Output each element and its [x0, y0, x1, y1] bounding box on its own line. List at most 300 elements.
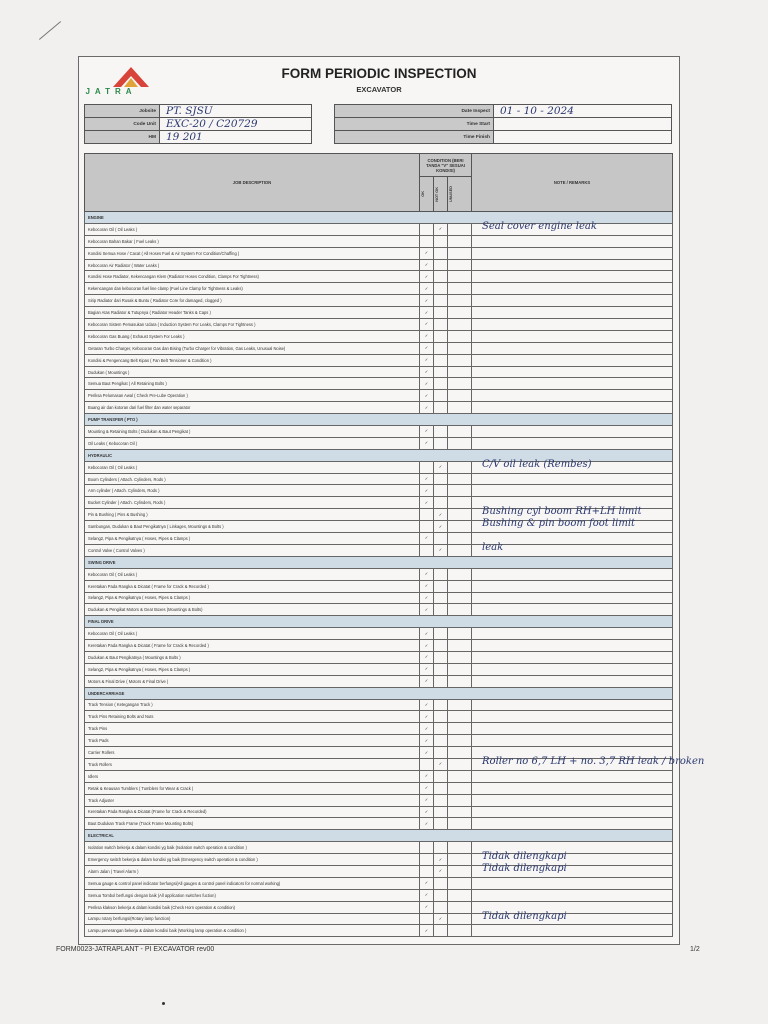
unused-checkbox[interactable] — [448, 842, 472, 854]
ok-checkbox[interactable]: ✓ — [420, 366, 434, 378]
remark-cell[interactable] — [472, 390, 673, 402]
unused-checkbox[interactable] — [448, 283, 472, 295]
remark-cell[interactable] — [472, 426, 673, 438]
ok-checkbox[interactable]: ✓ — [420, 806, 434, 818]
checklist-row — [85, 271, 673, 283]
job-description: Emergency switch bekerja & dalam kondisi yg baik (Emergency switch operation & condition ) — [85, 854, 420, 866]
job-description: Kebocoran Gas Buang ( Exhaust System For Leaks ) — [85, 330, 420, 342]
ok-checkbox[interactable]: ✓ — [420, 794, 434, 806]
unused-checkbox[interactable] — [448, 663, 472, 675]
checklist-row — [85, 842, 673, 854]
ok-checkbox[interactable] — [420, 758, 434, 770]
job-description: Track Rollers — [85, 758, 420, 770]
time-start-label: Time Start — [335, 118, 494, 131]
col-unused: UNUSED — [448, 177, 472, 212]
time-finish-label: Time Finish — [335, 131, 494, 144]
checklist-row — [85, 877, 673, 889]
unused-checkbox[interactable] — [448, 521, 472, 533]
remark-cell[interactable] — [472, 402, 673, 414]
unused-checkbox[interactable] — [448, 437, 472, 449]
unused-checkbox[interactable] — [448, 497, 472, 509]
ok-checkbox[interactable] — [420, 223, 434, 235]
checklist-row — [85, 533, 673, 545]
unused-checkbox[interactable] — [448, 747, 472, 759]
job-description: Isolation switch bekerja & dalam kondisi yg baik (Isolation switch operation & condition ) — [85, 842, 420, 854]
unused-checkbox[interactable] — [448, 865, 472, 877]
unused-checkbox[interactable] — [448, 580, 472, 592]
not-ok-checkbox[interactable]: ✓ — [434, 544, 448, 556]
ok-checkbox[interactable]: ✓ — [420, 711, 434, 723]
unused-checkbox[interactable] — [448, 640, 472, 652]
not-ok-checkbox[interactable] — [434, 806, 448, 818]
not-ok-checkbox[interactable]: ✓ — [434, 521, 448, 533]
unused-checkbox[interactable] — [448, 426, 472, 438]
job-description: Oil Leaks ( Kebocoran Oil ) — [85, 437, 420, 449]
checklist-row — [85, 283, 673, 295]
not-ok-checkbox[interactable] — [434, 580, 448, 592]
code-unit-value[interactable]: EXC-20 / C20729 — [160, 118, 312, 131]
not-ok-checkbox[interactable] — [434, 782, 448, 794]
ok-checkbox[interactable]: ✓ — [420, 747, 434, 759]
ok-checkbox[interactable]: ✓ — [420, 342, 434, 354]
job-description: Arm cylinder ( Attach. Cylinders, Rods ) — [85, 485, 420, 497]
job-description: Kebocoran Sistem Pemasukan Udara ( Induction System For Leaks, Clamps For Tightness ) — [85, 319, 420, 331]
unused-checkbox[interactable] — [448, 271, 472, 283]
checklist-row — [85, 366, 673, 378]
unused-checkbox[interactable] — [448, 307, 472, 319]
checklist-row — [85, 865, 673, 877]
checklist-row — [85, 402, 673, 414]
remark-cell[interactable] — [472, 307, 673, 319]
job-description: Mounting & Retaining Bolts ( Dudukan & Baut Pengikat ) — [85, 426, 420, 438]
not-ok-checkbox[interactable] — [434, 640, 448, 652]
remark-cell[interactable] — [472, 330, 673, 342]
not-ok-checkbox[interactable] — [434, 628, 448, 640]
unused-checkbox[interactable] — [448, 770, 472, 782]
ok-checkbox[interactable] — [420, 913, 434, 925]
not-ok-checkbox[interactable] — [434, 307, 448, 319]
ok-checkbox[interactable] — [420, 509, 434, 521]
ok-checkbox[interactable]: ✓ — [420, 877, 434, 889]
remark-cell[interactable] — [472, 259, 673, 271]
unit-info-table — [84, 104, 312, 144]
not-ok-checkbox[interactable] — [434, 247, 448, 259]
unused-checkbox[interactable] — [448, 901, 472, 913]
remark-cell[interactable] — [472, 735, 673, 747]
not-ok-checkbox[interactable] — [434, 663, 448, 675]
checklist-row — [85, 521, 673, 533]
job-description: Bucket Cylinder ( Attach. Cylinders, Rods ) — [85, 497, 420, 509]
checklist-row — [85, 426, 673, 438]
not-ok-checkbox[interactable] — [434, 901, 448, 913]
checklist-row — [85, 259, 673, 271]
unused-checkbox[interactable] — [448, 925, 472, 937]
not-ok-checkbox[interactable] — [434, 330, 448, 342]
jobsite-label: Jobsite — [85, 105, 160, 118]
remark-cell[interactable] — [472, 319, 673, 331]
page-subtitle: EXCAVATOR — [356, 85, 402, 94]
ok-checkbox[interactable]: ✓ — [420, 568, 434, 580]
unused-checkbox[interactable] — [448, 699, 472, 711]
remark-cell[interactable] — [472, 378, 673, 390]
not-ok-checkbox[interactable] — [434, 794, 448, 806]
remark-cell[interactable] — [472, 818, 673, 830]
handwritten-remark: Bushing & pin boom foot limit — [482, 518, 636, 530]
unused-checkbox[interactable] — [448, 366, 472, 378]
remark-cell[interactable] — [472, 794, 673, 806]
time-start-value[interactable] — [494, 118, 672, 131]
section-header — [85, 414, 673, 426]
checklist-row — [85, 604, 673, 616]
checklist-row — [85, 319, 673, 331]
unused-checkbox[interactable] — [448, 604, 472, 616]
section-title: HYDRAULIC — [85, 449, 673, 461]
remark-cell[interactable] — [472, 568, 673, 580]
checklist-row — [85, 592, 673, 604]
footer-form-code: FORM0023-JATRAPLANT - PI EXCAVATOR rev00 — [56, 946, 215, 953]
section-title: ENGINE — [85, 212, 673, 224]
remark-cell[interactable] — [472, 580, 673, 592]
ok-checkbox[interactable]: ✓ — [420, 295, 434, 307]
hm-value[interactable]: 19 201 — [160, 131, 312, 144]
ok-checkbox[interactable] — [420, 235, 434, 247]
unused-checkbox[interactable] — [448, 342, 472, 354]
unused-checkbox[interactable] — [448, 485, 472, 497]
jobsite-value[interactable]: PT. SJSU — [160, 105, 312, 118]
ok-checkbox[interactable] — [420, 865, 434, 877]
not-ok-checkbox[interactable] — [434, 497, 448, 509]
section-header — [85, 616, 673, 628]
col-note: NOTE / REMARKS — [472, 154, 673, 212]
unused-checkbox[interactable] — [448, 402, 472, 414]
ok-checkbox[interactable]: ✓ — [420, 675, 434, 687]
remark-cell[interactable] — [472, 699, 673, 711]
ok-checkbox[interactable]: ✓ — [420, 925, 434, 937]
remark-cell[interactable] — [472, 782, 673, 794]
section-title: ELECTRICAL — [85, 830, 673, 842]
not-ok-checkbox[interactable]: ✓ — [434, 223, 448, 235]
not-ok-checkbox[interactable]: ✓ — [434, 461, 448, 473]
ok-checkbox[interactable]: ✓ — [420, 604, 434, 616]
not-ok-checkbox[interactable]: ✓ — [434, 758, 448, 770]
unused-checkbox[interactable] — [448, 889, 472, 901]
not-ok-checkbox[interactable]: ✓ — [434, 865, 448, 877]
unused-checkbox[interactable] — [448, 390, 472, 402]
remark-cell[interactable] — [472, 247, 673, 259]
remark-cell[interactable] — [472, 473, 673, 485]
remark-cell[interactable] — [472, 518, 673, 533]
section-title: PUMP TRANSFER ( PTO ) — [85, 414, 673, 426]
unused-checkbox[interactable] — [448, 259, 472, 271]
ok-checkbox[interactable] — [420, 461, 434, 473]
not-ok-checkbox[interactable] — [434, 877, 448, 889]
ok-checkbox[interactable]: ✓ — [420, 319, 434, 331]
remark-cell[interactable] — [472, 910, 673, 925]
checklist-row — [85, 544, 673, 556]
not-ok-checkbox[interactable] — [434, 235, 448, 247]
col-ok: OK — [420, 177, 434, 212]
remark-cell[interactable] — [472, 640, 673, 652]
unused-checkbox[interactable] — [448, 675, 472, 687]
checklist-row — [85, 651, 673, 663]
unused-checkbox[interactable] — [448, 568, 472, 580]
unused-checkbox[interactable] — [448, 473, 472, 485]
ok-checkbox[interactable]: ✓ — [420, 473, 434, 485]
remark-cell[interactable] — [472, 235, 673, 247]
job-description: Baut Dudukan Track Frame (Track Frame Mounting Bolts) — [85, 818, 420, 830]
not-ok-checkbox[interactable] — [434, 390, 448, 402]
remark-cell[interactable] — [472, 220, 673, 235]
ok-checkbox[interactable]: ✓ — [420, 889, 434, 901]
not-ok-checkbox[interactable] — [434, 651, 448, 663]
unused-checkbox[interactable] — [448, 235, 472, 247]
ok-checkbox[interactable]: ✓ — [420, 271, 434, 283]
not-ok-checkbox[interactable] — [434, 592, 448, 604]
unused-checkbox[interactable] — [448, 592, 472, 604]
handwritten-remark: Bushing cyl boom RH+LH limit — [482, 506, 642, 518]
not-ok-checkbox[interactable] — [434, 889, 448, 901]
job-description: Pin & Bushing ( Pins & Bushing ) — [85, 509, 420, 521]
not-ok-checkbox[interactable] — [434, 770, 448, 782]
ok-checkbox[interactable]: ✓ — [420, 390, 434, 402]
job-description: Periksa Pelumasan Awal ( Check Pre-Lube Operation ) — [85, 390, 420, 402]
job-description: Lampu penerangan bekerja & dalam kondisi baik (Working lamp operation & condition ) — [85, 925, 420, 937]
ok-checkbox[interactable]: ✓ — [420, 723, 434, 735]
remark-cell[interactable] — [472, 711, 673, 723]
not-ok-checkbox[interactable] — [434, 319, 448, 331]
job-description: Selang2, Pipa & Pengikatnya ( Hoses, Pipes & Clamps ) — [85, 592, 420, 604]
unused-checkbox[interactable] — [448, 533, 472, 545]
remark-cell[interactable] — [472, 283, 673, 295]
unused-checkbox[interactable] — [448, 854, 472, 866]
job-description: Keretakan Pada Rangka & Dicatat ( Frame for Crack & Recorded ) — [85, 580, 420, 592]
not-ok-checkbox[interactable] — [434, 711, 448, 723]
not-ok-checkbox[interactable] — [434, 925, 448, 937]
job-description: Semua Tombol berfungsi dengan baik (All application switches fuction) — [85, 889, 420, 901]
date-inspect-label: Date Inspect — [335, 105, 494, 118]
not-ok-checkbox[interactable] — [434, 723, 448, 735]
hm-label: HM — [85, 131, 160, 144]
unused-checkbox[interactable] — [448, 461, 472, 473]
col-condition: CONDITION (BERI TANDA "V" SESUAI KONDISI) — [420, 154, 472, 177]
unused-checkbox[interactable] — [448, 711, 472, 723]
col-not-ok: NOT OK — [434, 177, 448, 212]
unused-checkbox[interactable] — [448, 319, 472, 331]
unused-checkbox[interactable] — [448, 782, 472, 794]
ok-checkbox[interactable]: ✓ — [420, 354, 434, 366]
unused-checkbox[interactable] — [448, 295, 472, 307]
unused-checkbox[interactable] — [448, 818, 472, 830]
checklist-row — [85, 854, 673, 866]
not-ok-checkbox[interactable] — [434, 378, 448, 390]
ok-checkbox[interactable]: ✓ — [420, 259, 434, 271]
section-title: FINAL DRIVE — [85, 616, 673, 628]
unused-checkbox[interactable] — [448, 223, 472, 235]
remark-cell[interactable] — [472, 770, 673, 782]
unused-checkbox[interactable] — [448, 378, 472, 390]
remark-cell[interactable] — [472, 592, 673, 604]
not-ok-checkbox[interactable] — [434, 842, 448, 854]
not-ok-checkbox[interactable] — [434, 473, 448, 485]
job-description: Carrier Rollers — [85, 747, 420, 759]
ok-checkbox[interactable]: ✓ — [420, 437, 434, 449]
checklist-row — [85, 925, 673, 937]
unused-checkbox[interactable] — [448, 758, 472, 770]
remark-cell[interactable] — [472, 437, 673, 449]
not-ok-checkbox[interactable] — [434, 675, 448, 687]
not-ok-checkbox[interactable] — [434, 437, 448, 449]
not-ok-checkbox[interactable] — [434, 568, 448, 580]
not-ok-checkbox[interactable] — [434, 699, 448, 711]
not-ok-checkbox[interactable]: ✓ — [434, 854, 448, 866]
inspection-form — [78, 56, 705, 945]
not-ok-checkbox[interactable]: ✓ — [434, 913, 448, 925]
time-finish-value[interactable] — [494, 131, 672, 144]
ok-checkbox[interactable]: ✓ — [420, 426, 434, 438]
checklist-row — [85, 295, 673, 307]
remark-cell[interactable] — [472, 366, 673, 378]
checklist-row — [85, 342, 673, 354]
remark-cell[interactable] — [472, 295, 673, 307]
unused-checkbox[interactable] — [448, 247, 472, 259]
remark-cell[interactable] — [472, 651, 673, 663]
job-description: Bagian Atas Radiator & Tutupnya ( Radiator Header Tanks & Caps ) — [85, 307, 420, 319]
ok-checkbox[interactable]: ✓ — [420, 402, 434, 414]
ok-checkbox[interactable]: ✓ — [420, 735, 434, 747]
ok-checkbox[interactable]: ✓ — [420, 782, 434, 794]
ok-checkbox[interactable]: ✓ — [420, 533, 434, 545]
ok-checkbox[interactable]: ✓ — [420, 770, 434, 782]
job-description: Kebocoran Air Radiator ( Water Leaks ) — [85, 259, 420, 271]
job-description: Kekencangan dan kebocoran fuel line clamp (Fuel Line Clamp for Tightness & Leaks) — [85, 283, 420, 295]
ok-checkbox[interactable]: ✓ — [420, 497, 434, 509]
not-ok-checkbox[interactable] — [434, 342, 448, 354]
handwritten-remark: Tidak dilengkapi — [482, 910, 567, 922]
unused-checkbox[interactable] — [448, 806, 472, 818]
ok-checkbox[interactable] — [420, 842, 434, 854]
remark-cell[interactable] — [472, 889, 673, 901]
checklist-row — [85, 735, 673, 747]
remark-cell[interactable] — [472, 342, 673, 354]
remark-cell[interactable] — [472, 604, 673, 616]
not-ok-checkbox[interactable]: ✓ — [434, 509, 448, 521]
ok-checkbox[interactable]: ✓ — [420, 247, 434, 259]
ok-checkbox[interactable]: ✓ — [420, 592, 434, 604]
not-ok-checkbox[interactable] — [434, 747, 448, 759]
ok-checkbox[interactable]: ✓ — [420, 580, 434, 592]
unused-checkbox[interactable] — [448, 735, 472, 747]
not-ok-checkbox[interactable] — [434, 259, 448, 271]
not-ok-checkbox[interactable] — [434, 366, 448, 378]
ok-checkbox[interactable]: ✓ — [420, 663, 434, 675]
remark-cell[interactable] — [472, 675, 673, 687]
unused-checkbox[interactable] — [448, 330, 472, 342]
not-ok-checkbox[interactable] — [434, 818, 448, 830]
ok-checkbox[interactable]: ✓ — [420, 485, 434, 497]
remark-cell[interactable] — [472, 925, 673, 937]
ok-checkbox[interactable] — [420, 521, 434, 533]
unused-checkbox[interactable] — [448, 509, 472, 521]
not-ok-checkbox[interactable] — [434, 283, 448, 295]
remark-cell[interactable] — [472, 458, 673, 473]
unused-checkbox[interactable] — [448, 723, 472, 735]
ok-checkbox[interactable] — [420, 544, 434, 556]
handwritten-remark: C/V oil leak (Rembes) — [482, 458, 592, 470]
remark-cell[interactable] — [472, 485, 673, 497]
not-ok-checkbox[interactable] — [434, 271, 448, 283]
ok-checkbox[interactable]: ✓ — [420, 378, 434, 390]
job-description: Sambungan, Dudukan & Baut Pengikatnya ( Linkages, Mountings & Bolts ) — [85, 521, 420, 533]
ok-checkbox[interactable] — [420, 854, 434, 866]
remark-cell[interactable] — [472, 541, 673, 556]
job-description: Track Pins — [85, 723, 420, 735]
unused-checkbox[interactable] — [448, 628, 472, 640]
code-unit-label: Code Unit — [85, 118, 160, 131]
checklist-row — [85, 782, 673, 794]
handwritten-remark: Seal cover engine leak — [482, 220, 597, 232]
not-ok-checkbox[interactable] — [434, 402, 448, 414]
handwritten-remark: leak — [482, 541, 504, 553]
remark-cell[interactable] — [472, 877, 673, 889]
job-description: Kebocoran Bahan Bakar ( Fuel Leaks ) — [85, 235, 420, 247]
not-ok-checkbox[interactable] — [434, 485, 448, 497]
unused-checkbox[interactable] — [448, 794, 472, 806]
remark-cell[interactable] — [472, 663, 673, 675]
ok-checkbox[interactable]: ✓ — [420, 307, 434, 319]
ok-checkbox[interactable]: ✓ — [420, 699, 434, 711]
job-description: Kebocoran Oil ( Oil Leaks ) — [85, 223, 420, 235]
not-ok-checkbox[interactable] — [434, 426, 448, 438]
section-title: UNDERCARRIAGE — [85, 687, 673, 699]
section-header — [85, 687, 673, 699]
ok-checkbox[interactable]: ✓ — [420, 901, 434, 913]
remark-cell[interactable] — [472, 723, 673, 735]
not-ok-checkbox[interactable] — [434, 735, 448, 747]
unused-checkbox[interactable] — [448, 651, 472, 663]
checklist-row — [85, 711, 673, 723]
unused-checkbox[interactable] — [448, 544, 472, 556]
not-ok-checkbox[interactable] — [434, 354, 448, 366]
remark-cell[interactable] — [472, 628, 673, 640]
remark-cell[interactable] — [472, 271, 673, 283]
ok-checkbox[interactable]: ✓ — [420, 283, 434, 295]
not-ok-checkbox[interactable] — [434, 295, 448, 307]
checklist-row — [85, 354, 673, 366]
not-ok-checkbox[interactable] — [434, 533, 448, 545]
remark-cell[interactable] — [472, 862, 673, 877]
remark-cell[interactable] — [472, 806, 673, 818]
remark-cell[interactable] — [472, 354, 673, 366]
unused-checkbox[interactable] — [448, 354, 472, 366]
remark-cell[interactable] — [472, 755, 705, 770]
job-description: Track Pins Retaining Bolts and Nuts — [85, 711, 420, 723]
unused-checkbox[interactable] — [448, 877, 472, 889]
checklist-row — [85, 580, 673, 592]
job-description: Kondisi Hose Radiator, Kekencangan Klem (Radiator Hoses Condition, Clamps For Tightness) — [85, 271, 420, 283]
ok-checkbox[interactable]: ✓ — [420, 628, 434, 640]
ok-checkbox[interactable]: ✓ — [420, 818, 434, 830]
job-description: Dudukan ( Mountings ) — [85, 366, 420, 378]
ok-checkbox[interactable]: ✓ — [420, 651, 434, 663]
ok-checkbox[interactable]: ✓ — [420, 330, 434, 342]
date-inspect-value[interactable]: 01 - 10 - 2024 — [494, 105, 672, 118]
not-ok-checkbox[interactable] — [434, 604, 448, 616]
section-title: SWING DRIVE — [85, 556, 673, 568]
job-description: Periksa klakson bekerja & dalam kondisi baik (Check Horn operation & condition) — [85, 901, 420, 913]
unused-checkbox[interactable] — [448, 913, 472, 925]
job-description: Kebocoran Oil ( Oil Leaks ) — [85, 568, 420, 580]
ok-checkbox[interactable]: ✓ — [420, 640, 434, 652]
